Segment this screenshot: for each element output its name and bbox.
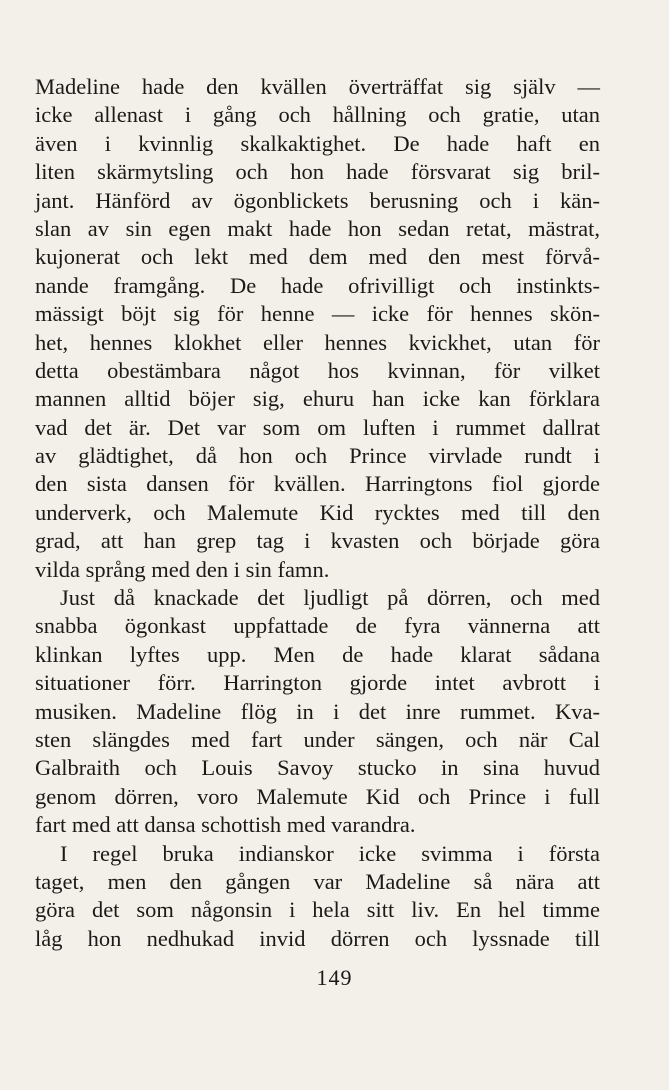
text-line: fart med att dansa schottish med varandra. — [35, 812, 416, 838]
text-line: slan av sin egen makt hade hon sedan retat, mästrat, — [35, 215, 600, 241]
text-line: grad, att han grep tag i kvasten och började göra — [35, 528, 600, 554]
text-line: detta obestämbara något hos kvinnan, för vilket — [35, 357, 600, 383]
text-line: sten slängdes med fart under sängen, och när Cal — [35, 726, 600, 752]
paragraph — [35, 840, 600, 954]
text-line: snabba ögonkast uppfattade de fyra vännerna att — [35, 613, 600, 639]
paragraph — [35, 73, 600, 584]
text-line: klinkan lyftes upp. Men de hade klarat sådana — [35, 641, 600, 667]
text-line: mässigt böjt sig för henne — icke för hennes skön- — [35, 301, 600, 327]
text-line: Madeline hade den kvällen överträffat sig själv — — [35, 74, 600, 99]
text-line: icke allenast i gång och hållning och gratie, utan — [35, 102, 600, 128]
text-line: underverk, och Malemute Kid rycktes med till den — [35, 499, 600, 525]
text-line: genom dörren, voro Malemute Kid och Prince i full — [35, 783, 600, 809]
text-line: även i kvinnlig skalkaktighet. De hade haft en — [35, 130, 600, 156]
text-line: kujonerat och lekt med dem med den mest förvå- — [35, 244, 600, 270]
text-line: musiken. Madeline flög in i det inre rummet. Kva- — [35, 698, 600, 724]
text-line: het, hennes klokhet eller hennes kvickhet, utan för — [35, 329, 600, 355]
text-line: av glädtighet, då hon och Prince virvlade rundt i — [35, 443, 600, 469]
text-line: göra det som någonsin i hela sitt liv. En hel timme — [35, 897, 600, 923]
text-line: liten skärmytsling och hon hade försvarat sig bril- — [35, 159, 600, 185]
text-line: taget, men den gången var Madeline så nära att — [35, 868, 600, 894]
text-line: nande framgång. De hade ofrivilligt och instinkts- — [35, 272, 600, 298]
text-line: låg hon nedhukad invid dörren och lyssnade till — [35, 925, 600, 951]
text-line: jant. Hänförd av ögonblickets berusning och i kän- — [35, 187, 600, 213]
text-line: situationer förr. Harrington gjorde intet avbrott i — [35, 670, 600, 696]
paragraph — [35, 584, 600, 840]
text-line: vad det är. Det var som om luften i rummet dallrat — [35, 414, 600, 440]
page-number: 149 — [316, 965, 353, 990]
body-text — [35, 73, 600, 953]
text-line: vilda språng med den i sin famn. — [35, 556, 330, 582]
text-line: Galbraith och Louis Savoy stucko in sina huvud — [35, 755, 600, 781]
text-line: I regel bruka indianskor icke svimma i första — [60, 840, 600, 866]
text-line: mannen alltid böjer sig, ehuru han icke kan förklara — [35, 386, 600, 412]
text-line: den sista dansen för kvällen. Harringtons fiol gjorde — [35, 471, 600, 497]
text-line: Just då knackade det ljudligt på dörren, och med — [60, 585, 600, 611]
